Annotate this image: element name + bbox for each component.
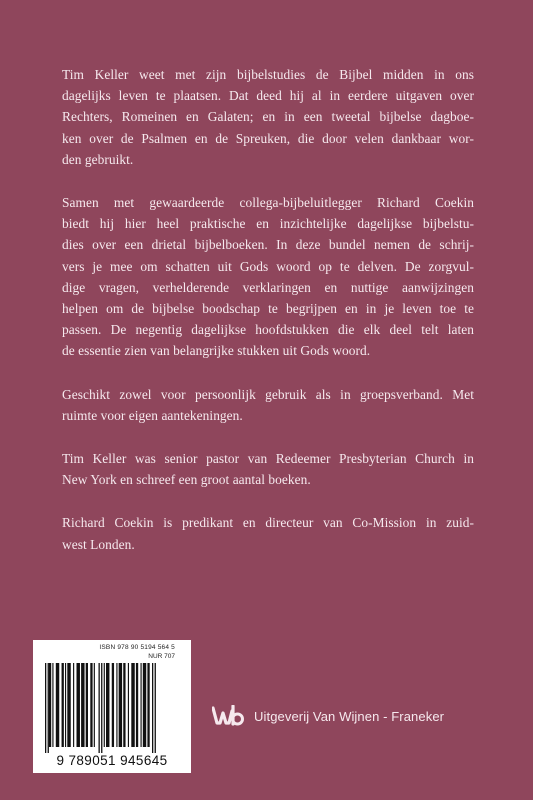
blurb-line: vers je mee om schatten uit Gods woord op te delven. De zorgvul-: [62, 258, 474, 274]
barcode-bar: [77, 663, 80, 747]
barcode-bar: [155, 663, 156, 753]
wb-logo-icon: [212, 705, 244, 727]
barcode-bar: [56, 663, 59, 747]
blurb-line: ruimte voor eigen aantekeningen.: [62, 407, 243, 423]
barcode-bar: [86, 663, 88, 747]
barcode-bar: [152, 663, 153, 753]
blurb-line: dagelijks leven te plaatsen. Dat deed hij al in eerdere uitgaven over: [62, 88, 474, 104]
barcode-bar: [106, 663, 109, 747]
blurb-paragraph: [62, 64, 474, 170]
blurb-paragraph: [62, 384, 474, 426]
blurb-line: dige vragen, verhelderende verklaringen en nuttige aanwijzingen: [62, 279, 474, 295]
blurb-paragraph: [62, 448, 474, 490]
blurb-line: Rechters, Romeinen en Galaten; en in een tweetal bijbelse dagboe-: [62, 109, 474, 125]
barcode-bar: [94, 663, 95, 747]
barcode-bar: [116, 663, 117, 747]
blurb-line: dies over een drietal bijbelboeken. In deze bundel nemen de schrij-: [62, 237, 474, 253]
barcode-bar: [119, 663, 122, 747]
blurb-line: de essentie zien van belangrijke stukken uit Gods woord.: [62, 343, 371, 359]
barcode-bar: [101, 663, 102, 753]
barcode-bar: [48, 663, 49, 753]
barcode-bar: [73, 663, 74, 747]
barcode-bar: [99, 663, 100, 753]
blurb-line: Tim Keller was senior pastor van Redeemer Presbyterian Church in: [62, 451, 474, 467]
blurb-line: biedt hij hier heel praktische en inzichtelijke dagelijkse bijbelstu-: [62, 216, 474, 232]
blurb-line: passen. De negentig dagelijkse hoofdstukken die elk deel telt laten: [62, 322, 474, 338]
barcode-bar: [147, 663, 149, 747]
publisher-imprint: [212, 704, 444, 728]
barcode-bar: [131, 663, 134, 747]
barcode-bar: [52, 663, 53, 747]
blurb-line: Samen met gewaardeerde collega-bijbeluitlegger Richard Coekin: [62, 195, 474, 211]
barcode-bar: [90, 663, 92, 747]
blurb-line: den gebruikt.: [62, 151, 134, 167]
blurb-line: Richard Coekin is predikant en directeur van Co-Mission in zuid-: [62, 515, 474, 531]
barcode-bar: [49, 663, 51, 747]
barcode-bar: [81, 663, 84, 747]
publisher-name: Uitgeverij Van Wijnen - Franeker: [254, 708, 445, 724]
blurb-line: west Londen.: [62, 536, 135, 552]
barcode-panel: [33, 640, 191, 773]
blurb-paragraph: [62, 192, 474, 362]
barcode-bar: [62, 663, 64, 747]
isbn-label: ISBN 978 90 5194 564 5: [99, 644, 175, 651]
barcode-bar: [143, 663, 146, 747]
nur-label: NUR 707: [148, 653, 175, 660]
barcode-bar: [136, 663, 138, 747]
barcode-bar: [123, 663, 125, 747]
blurb-line: Geschikt zowel voor persoonlijk gebruik als in groepsverband. Met: [62, 386, 474, 402]
barcode-bar: [104, 663, 105, 747]
blurb-paragraph: [62, 512, 474, 554]
barcode-bar: [45, 663, 46, 753]
blurb-line: New York en schreef een groot aantal boeken.: [62, 472, 311, 488]
blurb-text: [62, 64, 474, 577]
barcode-bars: [41, 663, 183, 753]
blurb-line: Tim Keller weet met zijn bijbelstudies de Bijbel midden in ons: [62, 67, 474, 82]
barcode-bar: [67, 663, 70, 747]
blurb-line: helpen om de bijbelse boodschap te begrijpen en in je leven toe te: [62, 301, 474, 317]
barcode-bar: [141, 663, 142, 747]
blurb-line: ken over de Psalmen en de Spreuken, die door velen dankbaar wor-: [62, 130, 474, 146]
barcode-bar: [112, 663, 114, 747]
barcode-bar: [128, 663, 129, 747]
barcode-bar: [65, 663, 66, 747]
barcode-digits: 9 789051 945645: [56, 753, 168, 768]
